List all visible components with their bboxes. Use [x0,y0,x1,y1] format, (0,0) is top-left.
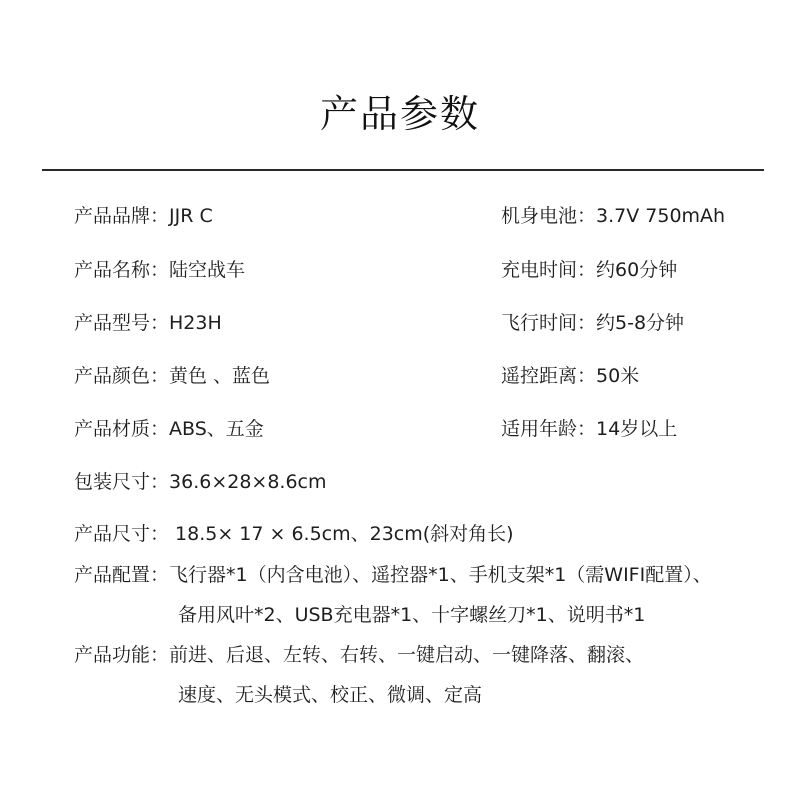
spec-value: 50米 [596,365,640,387]
spec-row-flight-time [501,309,684,337]
spec-row-age [501,415,677,443]
page-title: 产品参数 [319,92,480,136]
spec-value: 约60分钟 [596,259,678,281]
spec-label: 产品品牌： [74,205,170,227]
spec-row-brand [74,202,213,230]
spec-label: 产品颜色： [74,365,170,387]
spec-row-range [501,362,639,390]
spec-value: 18.5× 17 × 6.5cm、23cm(斜对角长) [175,523,514,545]
spec-value: 黄色 、蓝色 [169,365,271,387]
title-divider [42,169,764,171]
spec-value: 约5-8分钟 [596,312,685,334]
spec-label: 产品配置： [74,564,170,586]
spec-row-functions [74,641,644,669]
spec-label: 产品功能： [74,644,170,666]
spec-row-name [74,256,245,284]
spec-label: 充电时间： [501,259,597,281]
spec-label: 产品材质： [74,418,170,440]
spec-row-material [74,415,264,443]
spec-value: 36.6×28×8.6cm [169,471,327,493]
spec-row-model [74,309,222,337]
spec-value: 14岁以上 [596,418,678,440]
spec-value-line2: 备用风叶*2、USB充电器*1、十字螺丝刀*1、说明书*1 [178,604,646,626]
spec-value: H23H [169,312,222,334]
spec-value-line1: 前进、后退、左转、右转、一键启动、一键降落、翻滚、 [169,644,645,666]
spec-value: ABS、五金 [169,418,264,440]
spec-value-line2: 速度、无头模式、校正、微调、定高 [178,684,483,706]
spec-row-product-size [74,520,514,548]
spec-label: 产品尺寸： [74,523,170,545]
spec-value: JJR C [169,205,213,227]
spec-label: 遥控距离： [501,365,597,387]
spec-label: 产品名称： [74,259,170,281]
spec-label: 机身电池： [501,205,597,227]
spec-row-package-size [74,468,327,496]
spec-row-battery [501,202,725,230]
spec-label: 产品型号： [74,312,170,334]
spec-value-line1: 飞行器*1（内含电池）、遥控器*1、手机支架*1（需WIFI配置）、 [169,564,712,586]
spec-row-charge-time [501,256,677,284]
spec-value: 陆空战车 [169,259,246,281]
spec-row-color [74,362,270,390]
spec-label: 适用年龄： [501,418,597,440]
spec-label: 飞行时间： [501,312,597,334]
spec-label: 包装尺寸： [74,471,170,493]
spec-value: 3.7V 750mAh [596,205,726,227]
spec-row-configuration [74,561,712,589]
